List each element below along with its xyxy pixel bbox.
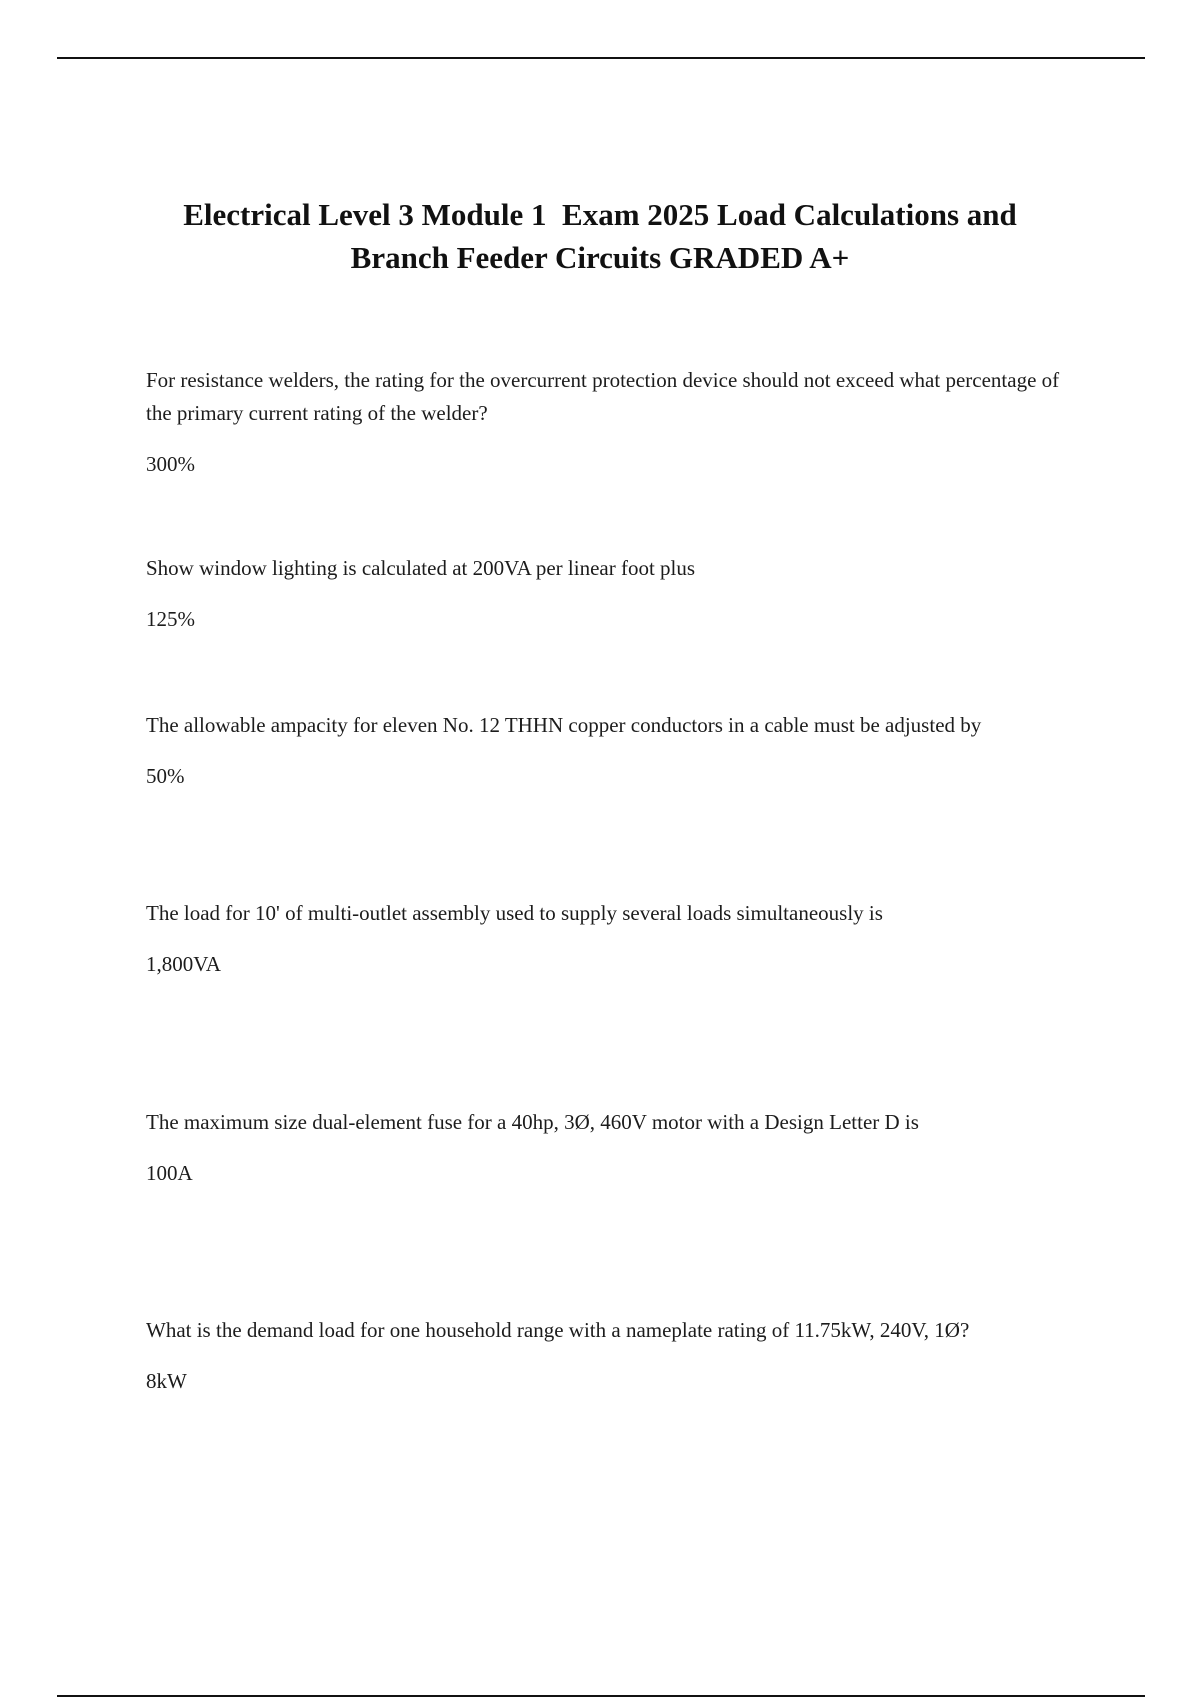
bottom-rule (57, 1695, 1145, 1697)
answer-text: 125% (146, 607, 195, 631)
question-text: The allowable ampacity for eleven No. 12 THHN copper conductors in a cable must be adjusted by (146, 713, 982, 737)
top-rule (57, 57, 1145, 59)
answer-text: 1,800VA (146, 952, 221, 976)
qa-item-2 (146, 552, 1086, 636)
question-text: The load for 10' of multi-outlet assembly used to supply several loads simultaneously is (146, 901, 883, 925)
question-text: What is the demand load for one household range with a nameplate rating of 11.75kW, 240V, 1Ø? (146, 1318, 970, 1342)
title-line-1: Electrical Level 3 Module 1 Exam 2025 Load Calculations and (183, 197, 1017, 232)
title-line-2: Branch Feeder Circuits GRADED A+ (350, 240, 850, 275)
qa-item-3 (146, 709, 1086, 793)
question-text: The maximum size dual-element fuse for a 40hp, 3Ø, 460V motor with a Design Letter D is (146, 1110, 919, 1134)
answer-text: 8kW (146, 1369, 187, 1393)
answer-text: 300% (146, 452, 195, 476)
qa-item-1 (146, 364, 1086, 481)
qa-item-5 (146, 1106, 1086, 1190)
document-title (140, 193, 1060, 279)
answer-text: 50% (146, 764, 185, 788)
answer-text: 100A (146, 1161, 193, 1185)
qa-item-6 (146, 1314, 1086, 1398)
question-text: Show window lighting is calculated at 200VA per linear foot plus (146, 556, 696, 580)
qa-item-4 (146, 897, 1086, 981)
question-text: For resistance welders, the rating for the overcurrent protection device should not exceed what percentage of the primary current rating of the welder? (146, 368, 1060, 425)
